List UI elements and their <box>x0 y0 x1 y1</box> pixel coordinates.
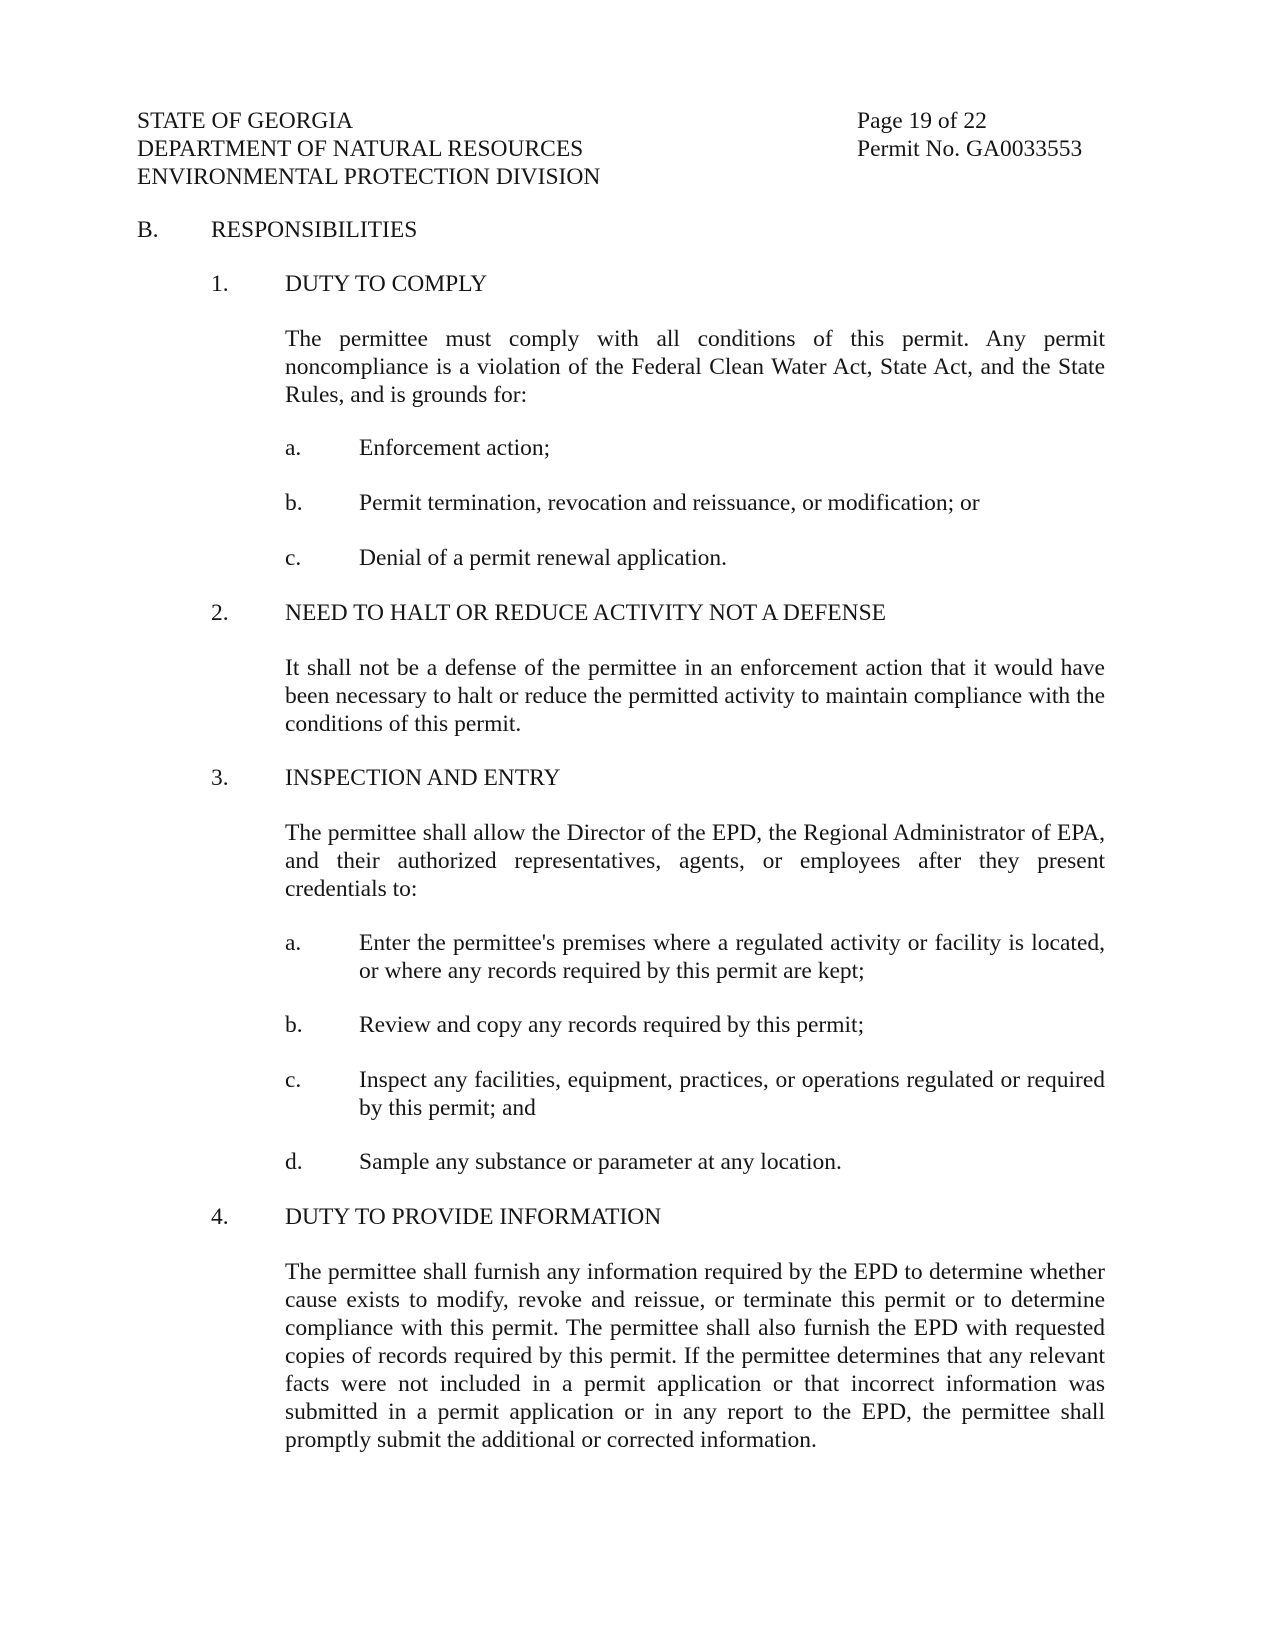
item-3-title: INSPECTION AND ENTRY <box>285 765 561 791</box>
item-4-title: DUTY TO PROVIDE INFORMATION <box>285 1204 662 1230</box>
item-2-number: 2. <box>211 600 229 626</box>
item-4-body: The permittee shall furnish any information required by the EPD to determine whether cause exists to modify, revoke and reissue, or terminate this permit or to determine compliance with this permit. The permittee shall also furnish the EPD with requested copies of records required by this permit. If the permittee determines that any relevant facts were not included in a permit application or that incorrect information was submitted in a permit application or in any report to the EPD, the permittee shall promptly submit the additional or corrected information. <box>285 1259 1105 1453</box>
item-1c-text: Denial of a permit renewal application. <box>359 545 728 571</box>
item-1b-letter: b. <box>285 490 303 516</box>
item-3a-text: Enter the permittee's premises where a regulated activity or facility is located, or where any records required by this permit are kept; <box>359 930 1105 984</box>
item-3a-letter: a. <box>285 930 302 956</box>
item-3d-text: Sample any substance or parameter at any location. <box>359 1149 842 1175</box>
page-number: Page 19 of 22 <box>857 108 987 134</box>
item-1-body: The permittee must comply with all conditions of this permit. Any permit noncompliance is a violation of the Federal Clean Water Act, State Act, and the State Rules, and is grounds for: <box>285 326 1105 408</box>
item-1-number: 1. <box>211 271 229 297</box>
item-1c-letter: c. <box>285 545 302 571</box>
permit-number: Permit No. GA0033553 <box>857 136 1083 162</box>
item-3c-letter: c. <box>285 1067 302 1093</box>
item-3b-text: Review and copy any records required by this permit; <box>359 1012 865 1038</box>
item-3b-letter: b. <box>285 1012 303 1038</box>
item-1b-text: Permit termination, revocation and reissuance, or modification; or <box>359 490 980 516</box>
item-3-number: 3. <box>211 765 229 791</box>
item-3-body: The permittee shall allow the Director of the EPD, the Regional Administrator of EPA, and their authorized representatives, agents, or employees after they present credentials to: <box>285 820 1105 902</box>
agency-division: ENVIRONMENTAL PROTECTION DIVISION <box>137 164 601 190</box>
item-2-title: NEED TO HALT OR REDUCE ACTIVITY NOT A DEFENSE <box>285 600 887 626</box>
page-info <box>857 107 1082 163</box>
item-1a-text: Enforcement action; <box>359 435 551 461</box>
item-3c-text: Inspect any facilities, equipment, practices, or operations regulated or required by this permit; and <box>359 1067 1105 1121</box>
item-3d-letter: d. <box>285 1149 303 1175</box>
item-2-body: It shall not be a defense of the permittee in an enforcement action that it would have been necessary to halt or reduce the permitted activity to maintain compliance with the conditions of this permit. <box>285 655 1105 737</box>
agency-header <box>137 107 600 191</box>
item-1-title: DUTY TO COMPLY <box>285 271 488 297</box>
item-1a-letter: a. <box>285 435 302 461</box>
section-letter: B. <box>137 217 159 243</box>
section-title: RESPONSIBILITIES <box>211 217 418 243</box>
item-4-number: 4. <box>211 1204 229 1230</box>
agency-department: DEPARTMENT OF NATURAL RESOURCES <box>137 136 584 162</box>
agency-state: STATE OF GEORGIA <box>137 108 354 134</box>
